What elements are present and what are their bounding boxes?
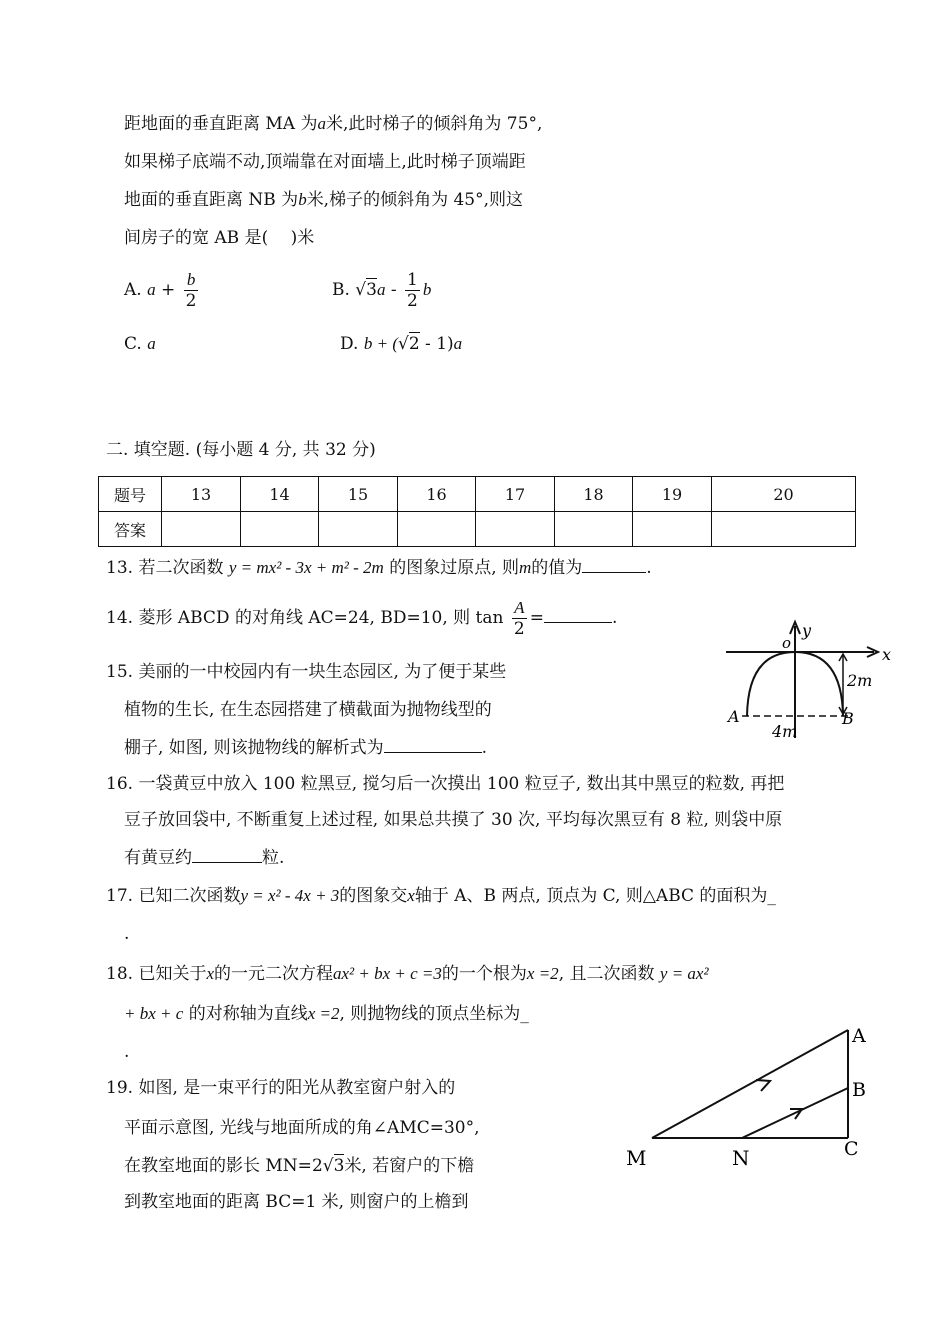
label-n: N <box>732 1146 750 1170</box>
q12-option-b: B. √3a - $\frac{1}{2}$ b <box>332 270 432 311</box>
q19-line1: 19. 如图, 是一束平行的阳光从教室窗户射入的 <box>106 1078 456 1098</box>
label-x: x <box>882 645 892 664</box>
q12-option-c: C. a <box>124 334 156 354</box>
q16-line1: 16. 一袋黄豆中放入 100 粒黑豆, 搅匀后一次摸出 100 粒豆子, 数出其中黑豆的粒数, 再把 <box>106 774 785 794</box>
label-o: o <box>782 634 792 652</box>
label-b: B <box>842 709 854 728</box>
q16-line3: 有黄豆约 粒. <box>124 844 284 870</box>
table-cell: 16 <box>398 477 476 512</box>
table-answer-label: 答案 <box>99 512 162 547</box>
table-row <box>99 512 856 547</box>
ray-upper <box>652 1030 848 1138</box>
section-title: 二. 填空题. (每小题 4 分, 共 32 分) <box>106 440 376 460</box>
label-m: M <box>626 1146 647 1170</box>
q17-line2: . <box>124 924 130 944</box>
ray-lower <box>742 1088 848 1138</box>
label-height: 2m <box>847 671 873 690</box>
answer-cell[interactable] <box>712 512 856 547</box>
q12-line4: 间房子的宽 AB 是( )米 <box>124 228 315 248</box>
parabola-figure <box>726 616 896 742</box>
table-header-label: 题号 <box>99 477 162 512</box>
table-cell: 14 <box>241 477 319 512</box>
answer-cell[interactable] <box>319 512 398 547</box>
q16-answer-blank[interactable] <box>192 844 262 863</box>
q14-answer-blank[interactable] <box>544 604 612 623</box>
table-cell: 18 <box>555 477 633 512</box>
answer-cell[interactable] <box>633 512 712 547</box>
label-a: A <box>728 707 740 726</box>
table-row <box>99 477 856 512</box>
q15-line2: 植物的生长, 在生态园搭建了横截面为抛物线型的 <box>124 700 492 720</box>
label-a: A <box>852 1025 866 1047</box>
answer-cell[interactable] <box>398 512 476 547</box>
q12-line2: 如果梯子底端不动,顶端靠在对面墙上,此时梯子顶端距 <box>124 152 526 172</box>
q12-option-a: A. a + $\frac{b}{2}$ <box>124 270 197 311</box>
q12-option-d: D. b + (√2 - 1)a <box>340 334 463 354</box>
arrow-upper <box>756 1080 770 1091</box>
q12-line3: 地面的垂直距离 NB 为b米,梯子的倾斜角为 45°,则这 <box>124 190 524 210</box>
answer-table <box>98 476 856 547</box>
q19-line4: 到教室地面的距离 BC=1 米, 则窗户的上檐到 <box>124 1192 469 1212</box>
q19-line3: 在教室地面的影长 MN=2√3米, 若窗户的下檐 <box>124 1156 475 1176</box>
answer-cell[interactable] <box>162 512 241 547</box>
label-y: y <box>802 621 812 640</box>
q18-line1: 18. 已知关于x的一元二次方程ax² + bx + c =3的一个根为x =2, 且二次函数 y = ax² <box>106 964 709 984</box>
q18-line2: + bx + c 的对称轴为直线x =2, 则抛物线的顶点坐标为_ <box>124 1004 529 1024</box>
q12-line1: 距地面的垂直距离 MA 为a米,此时梯子的倾斜角为 75°, <box>124 114 543 134</box>
label-b: B <box>852 1079 866 1101</box>
q13-answer-blank[interactable] <box>582 554 646 573</box>
q16-line2: 豆子放回袋中, 不断重复上述过程, 如果总共摸了 30 次, 平均每次黑豆有 8 粒, 则袋中原 <box>124 810 783 830</box>
table-cell: 20 <box>712 477 856 512</box>
q15-line1: 15. 美丽的一中校园内有一块生态园区, 为了便于某些 <box>106 662 507 682</box>
table-cell: 19 <box>633 477 712 512</box>
label-width: 4m <box>772 722 798 741</box>
q14: 14. 菱形 ABCD 的对角线 AC=24, BD=10, 则 tan $\frac{A}{2}$ = . <box>106 598 618 639</box>
answer-cell[interactable] <box>476 512 555 547</box>
q17: 17. 已知二次函数y = x² - 4x + 3的图象交x轴于 A、B 两点, 顶点为 C, 则△ABC 的面积为_ <box>106 886 776 906</box>
q19-line2: 平面示意图, 光线与地面所成的角∠AMC=30°, <box>124 1118 480 1138</box>
table-cell: 15 <box>319 477 398 512</box>
answer-cell[interactable] <box>555 512 633 547</box>
q15-line3: 棚子, 如图, 则该抛物线的解析式为 . <box>124 734 487 760</box>
answer-cell[interactable] <box>241 512 319 547</box>
sunlight-figure <box>620 1010 876 1174</box>
table-cell: 13 <box>162 477 241 512</box>
q13: 13. 若二次函数 y = mx² - 3x + m² - 2m 的图象过原点, 则m的值为 . <box>106 554 652 580</box>
table-cell: 17 <box>476 477 555 512</box>
q15-answer-blank[interactable] <box>384 734 482 753</box>
label-c: C <box>844 1138 859 1160</box>
q18-line3: . <box>124 1042 130 1062</box>
